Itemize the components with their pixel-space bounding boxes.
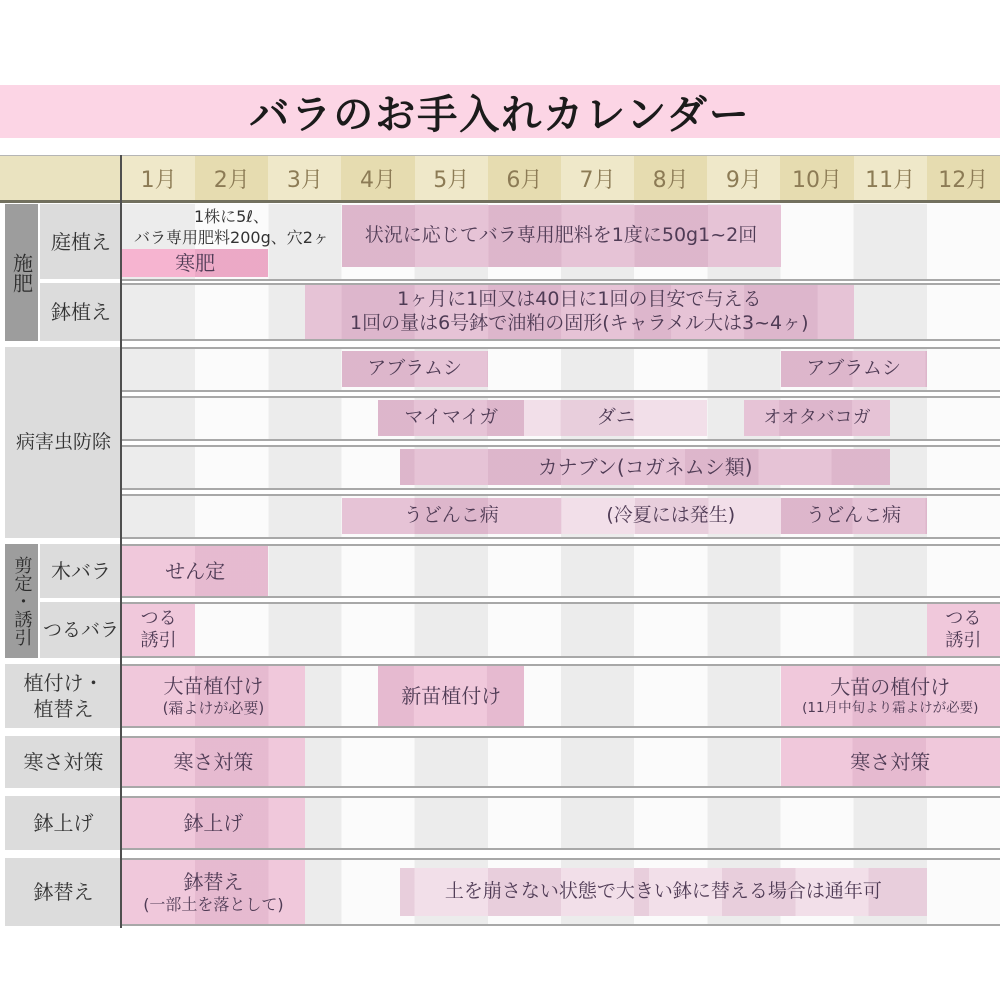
band-new-seedling-planting: 新苗植付け: [378, 666, 524, 726]
label-column-divider: [120, 155, 122, 928]
band-bare-root-line1: 大苗植付け: [163, 674, 264, 699]
month-label: 7月: [561, 156, 634, 201]
row-repotting: [122, 858, 1000, 926]
month-label: 9月: [707, 156, 780, 201]
band-winter-fertilizer: 寒肥: [122, 249, 268, 277]
row-planting-repotting: [122, 664, 1000, 728]
month-label: 8月: [634, 156, 707, 201]
band-repotting-line1: 鉢替え: [183, 869, 244, 894]
band-bare-root-autumn-line1: 大苗の植付け: [830, 675, 951, 700]
row-pest-powdery-mildew: [122, 494, 1000, 539]
month-label: 10月: [780, 156, 853, 201]
row-pruning-bush-rose: [122, 544, 1000, 598]
band-cane-training-dec-line2: 誘引: [945, 630, 982, 651]
band-scarab-beetles: カナブン(コガネムシ類): [400, 449, 890, 485]
band-repotting-line2: (一部土を落として): [143, 894, 284, 914]
band-mildew-autumn: うどんこ病: [781, 498, 927, 534]
band-bare-root-planting-autumn: [781, 666, 1000, 726]
calendar-grid: [122, 202, 1000, 928]
row-label-planting-line2: 植替え: [33, 697, 94, 721]
row-training-climbing-rose: [122, 602, 1000, 658]
header-corner-cell: [0, 156, 122, 201]
band-cane-training-december: [927, 604, 1000, 656]
section-label-pest-control: 病害虫防除: [5, 347, 122, 538]
band-pruning: せん定: [122, 546, 268, 596]
band-cane-training-winter: [122, 604, 195, 656]
band-mildew-spring: うどんこ病: [342, 498, 562, 534]
band-bare-root-line2: (霜よけが必要): [162, 699, 265, 718]
band-pot-fertilizer: [305, 285, 854, 339]
row-cold-protection: [122, 736, 1000, 788]
month-label: 5月: [415, 156, 488, 201]
note-garden-fertilizer-line1: 1株に5ℓ、: [194, 207, 269, 226]
month-label: 11月: [854, 156, 927, 201]
row-label-column: [0, 202, 122, 928]
month-label: 12月: [927, 156, 1000, 201]
page-title: バラのお手入れカレンダー: [249, 92, 751, 138]
row-pest-aphids: [122, 347, 1000, 392]
month-label: 1月: [122, 156, 195, 201]
band-repotting-anytime: 土を崩さない状態で大きい鉢に替える場合は通年可: [400, 868, 927, 916]
month-header: [0, 155, 1000, 201]
row-label-climbing-rose: つるバラ: [40, 602, 122, 658]
row-pest-moth-mite: [122, 396, 1000, 441]
month-label: 3月: [268, 156, 341, 201]
month-label: 2月: [195, 156, 268, 201]
band-pot-fertilizer-line2: 1回の量は6号鉢で油粕の固形(キャラメル大は3~4ヶ): [350, 312, 809, 334]
band-potting-up: 鉢上げ: [122, 798, 305, 848]
band-cane-training-line2: 誘引: [140, 630, 177, 651]
row-potting-up: [122, 796, 1000, 850]
row-label-potting-up: 鉢上げ: [5, 796, 122, 850]
band-cane-training-line1: つる: [140, 607, 177, 629]
band-pot-fertilizer-line1: 1ヶ月に1回又は40日に1回の目安で与える: [397, 288, 762, 311]
row-label-garden-planted: 庭植え: [40, 204, 122, 279]
row-pest-beetles: [122, 445, 1000, 490]
band-aphid-autumn: アブラムシ: [781, 351, 927, 387]
band-mildew-cool-summer: (冷夏には発生): [561, 498, 781, 534]
band-cotton-bollworm: オオタバコガ: [744, 400, 890, 436]
band-cold-protection-autumn: 寒さ対策: [781, 738, 1000, 786]
row-label-pot-planted: 鉢植え: [40, 283, 122, 341]
row-label-bush-rose: 木バラ: [40, 544, 122, 598]
row-label-repotting: 鉢替え: [5, 858, 122, 926]
band-aphid-spring: アブラムシ: [342, 351, 488, 387]
title-bar: [0, 85, 1000, 138]
note-garden-fertilizer: [122, 207, 341, 249]
row-label-planting-line1: 植付け・: [23, 671, 104, 695]
section-label-fertilizing: 施肥: [5, 204, 38, 341]
note-garden-fertilizer-line2: バラ専用肥料200g、穴2ヶ: [134, 227, 329, 247]
row-label-cold-protection: 寒さ対策: [5, 736, 122, 788]
band-bare-root-autumn-line2: (11月中旬より霜よけが必要): [802, 700, 979, 717]
month-label: 4月: [341, 156, 414, 201]
row-label-planting-repotting: [5, 664, 122, 728]
band-cane-training-dec-line1: つる: [945, 607, 982, 629]
month-label: 6月: [488, 156, 561, 201]
band-seasonal-fertilizer: 状況に応じてバラ専用肥料を1度に50g1~2回: [342, 205, 781, 267]
row-fertilizing-pot: [122, 283, 1000, 341]
band-bare-root-planting-winter: [122, 666, 305, 726]
band-repotting-winter: [122, 860, 305, 924]
band-gypsy-moth: マイマイガ: [378, 400, 524, 436]
band-cold-protection-winter: 寒さ対策: [122, 738, 305, 786]
band-mites: ダニ: [524, 400, 707, 436]
row-fertilizing-garden: [122, 204, 1000, 281]
section-label-pruning-training: 剪定・誘引: [5, 544, 38, 658]
